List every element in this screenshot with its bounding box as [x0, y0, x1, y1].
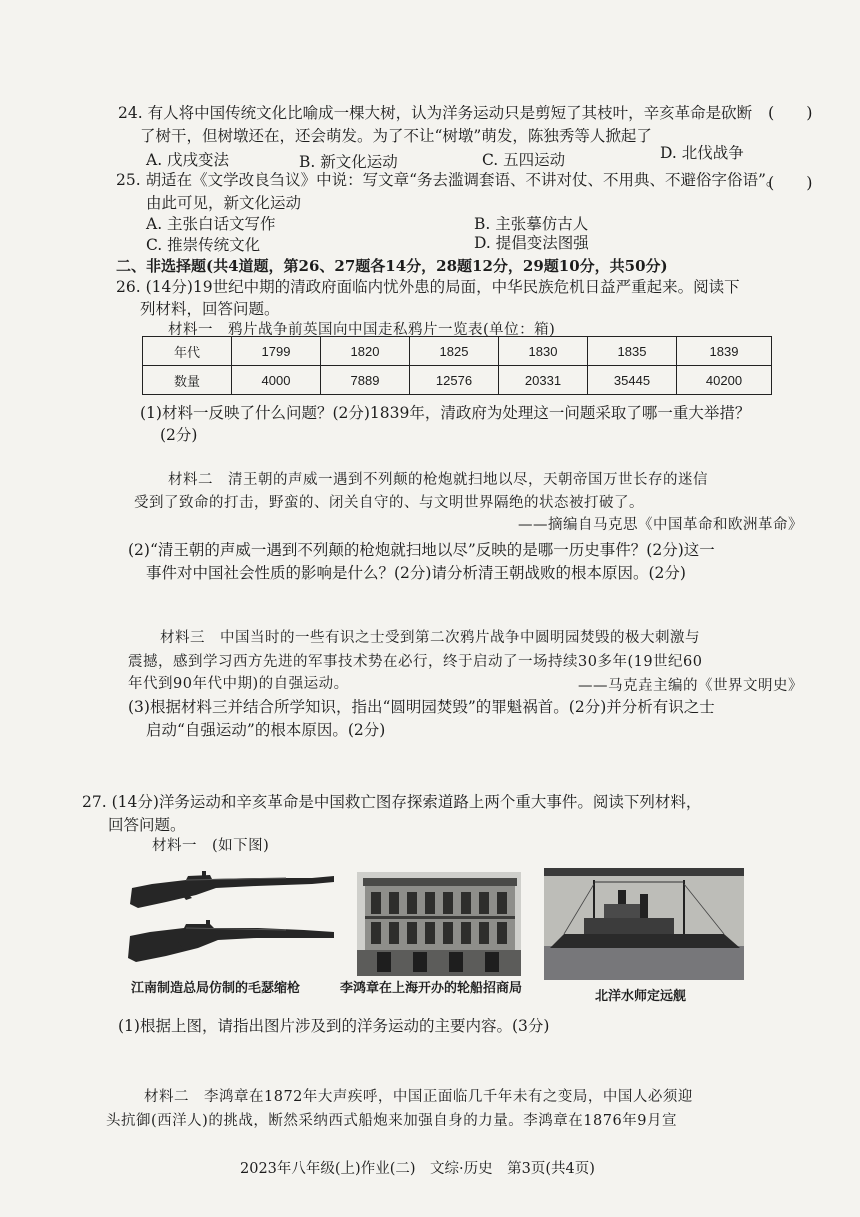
q25-option-d: D. 提倡变法图强	[474, 234, 589, 252]
table-header-year: 年代	[143, 337, 232, 366]
q24-stem-line2: 了树干，但树墩还在，还会萌发。为了不让“树墩”萌发，陈独秀等人掀起了	[140, 127, 652, 145]
table-cell: 12576	[410, 366, 499, 395]
q26-stem-line1: 26. (14分)19世纪中期的清政府面临内忧外患的局面，中华民族危机日益严重起来。阅读下	[116, 278, 740, 296]
q24-option-c: C. 五四运动	[482, 151, 566, 169]
q26-sub2-line2: 事件对中国社会性质的影响是什么？(2分)请分析清王朝战败的根本原因。(2分)	[146, 564, 686, 582]
caption-mauser-rifles: 江南制造总局仿制的毛瑟缩枪	[131, 980, 301, 995]
table-cell: 20331	[499, 366, 588, 395]
table-cell: 7889	[321, 366, 410, 395]
caption-merchants-bureau: 李鸿章在上海开办的轮船招商局	[340, 980, 523, 995]
page-footer: 2023年八年级(上)作业(二) 文综·历史 第3页(共4页)	[240, 1161, 595, 1177]
merchants-bureau-image	[357, 872, 521, 976]
table-cell: 1820	[321, 337, 410, 366]
q26-stem-line2: 列材料，回答问题。	[140, 300, 280, 318]
q24-answer-paren: ( )	[768, 103, 813, 122]
table-cell: 1839	[677, 337, 772, 366]
q25-stem-line2: 由此可见，新文化运动	[146, 194, 302, 212]
q26-material3-line3: 年代到90年代中期)的自强运动。	[128, 676, 349, 692]
q24-option-d: D. 北伐战争	[660, 144, 744, 162]
q26-sub3-line2: 启动“自强运动”的根本原因。(2分)	[146, 721, 386, 739]
table-cell: 1830	[499, 337, 588, 366]
q24-option-a: A. 戊戌变法	[146, 151, 230, 169]
mauser-rifles-image	[126, 868, 338, 972]
q26-material2-line1: 材料二 清王朝的声威一遇到不列颠的枪炮就扫地以尽，天朝帝国万世长存的迷信	[168, 472, 708, 488]
q26-material2-source: ——摘编自马克思《中国革命和欧洲革命》	[518, 517, 803, 533]
q26-material3-line2: 震撼，感到学习西方先进的军事技术势在必行，终于启动了一场持续30多年(19世纪60	[128, 654, 703, 670]
q27-stem-line1: 27. (14分)洋务运动和辛亥革命是中国救亡图存探索道路上两个重大事件。阅读下列材料，	[82, 793, 702, 811]
q26-material2-line2: 受到了致命的打击，野蛮的、闭关自守的、与文明世界隔绝的状态被打破了。	[134, 495, 644, 511]
q27-material2-line1: 材料二 李鸿章在1872年大声疾呼，中国正面临几千年未有之变局，中国人必须迎	[144, 1089, 693, 1105]
q26-sub1-line1: (1)材料一反映了什么问题？(2分)1839年，清政府为处理这一问题采取了哪一重大举措？	[140, 404, 751, 422]
table-row	[143, 337, 772, 366]
table-cell: 1825	[410, 337, 499, 366]
q26-sub1-line2: (2分)	[160, 426, 198, 444]
section-2-heading: 二、非选择题(共4道题，第26、27题各14分，28题12分，29题10分，共50分)	[116, 257, 668, 275]
q26-material3-line1: 材料三 中国当时的一些有识之士受到第二次鸦片战争中圆明园焚毁的极大刺激与	[160, 630, 700, 646]
q25-option-c: C. 推崇传统文化	[146, 236, 261, 254]
table-cell: 1799	[232, 337, 321, 366]
q25-option-a: A. 主张白话文写作	[146, 215, 276, 233]
q25-option-b: B. 主张摹仿古人	[474, 215, 589, 233]
q27-stem-line2: 回答问题。	[108, 816, 186, 834]
table-row	[143, 366, 772, 395]
caption-dingyuan-battleship: 北洋水师定远舰	[595, 988, 687, 1003]
q26-material3-source: ——马克垚主编的《世界文明史》	[578, 678, 803, 694]
opium-smuggling-table	[142, 336, 772, 395]
q24-stem-line1: 24. 有人将中国传统文化比喻成一棵大树，认为洋务运动只是剪短了其枝叶，辛亥革命是砍断	[118, 104, 753, 122]
table-header-amount: 数量	[143, 366, 232, 395]
q26-sub3-line1: (3)根据材料三并结合所学知识，指出“圆明园焚毁”的罪魁祸首。(2分)并分析有识之士	[128, 698, 715, 716]
q27-material1-title: 材料一 (如下图)	[152, 838, 270, 854]
dingyuan-battleship-image	[544, 868, 744, 980]
q27-sub1: (1)根据上图，请指出图片涉及到的洋务运动的主要内容。(3分)	[118, 1017, 550, 1035]
q26-sub2-line1: (2)“清王朝的声威一遇到不列颠的枪炮就扫地以尽”反映的是哪一历史事件？(2分)这一	[128, 541, 715, 559]
table-cell: 1835	[588, 337, 677, 366]
q25-answer-paren: ( )	[768, 173, 813, 192]
q27-material2-line2: 头抗御(西洋人)的挑战，断然采纳西式船炮来加强自身的力量。李鸿章在1876年9月宣	[106, 1113, 677, 1129]
table-cell: 35445	[588, 366, 677, 395]
table-cell: 40200	[677, 366, 772, 395]
table-cell: 4000	[232, 366, 321, 395]
q24-option-b: B. 新文化运动	[299, 153, 398, 171]
q26-material1-title: 材料一 鸦片战争前英国向中国走私鸦片一览表(单位：箱)	[168, 322, 556, 338]
q25-stem-line1: 25. 胡适在《文学改良刍议》中说：写文章“务去滥调套语、不讲对仗、不用典、不避俗字俗语”。	[116, 171, 782, 189]
